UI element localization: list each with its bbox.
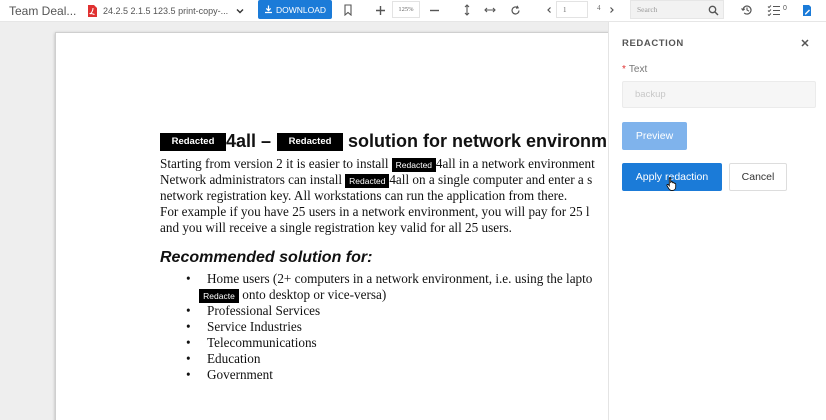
document-viewer[interactable] — [0, 22, 608, 420]
field-label-text: Text — [628, 64, 648, 75]
text-field-label — [622, 64, 647, 75]
bullet-symbol: • — [186, 271, 191, 286]
required-mark: * — [622, 64, 626, 75]
annotations-list-icon[interactable] — [766, 2, 782, 18]
list-item: Home users (2+ computers in a network environment, i.e. using the lapto — [207, 271, 593, 286]
redaction-text-input[interactable]: backup — [622, 81, 816, 108]
zoom-in-icon[interactable] — [372, 2, 388, 18]
list-item: Government — [207, 367, 273, 382]
apply-redaction-button[interactable]: Apply redaction — [622, 163, 722, 191]
redaction-box[interactable]: Redacted — [345, 174, 389, 188]
text-run: Starting from version 2 it is easier to install — [160, 156, 392, 171]
redaction-box[interactable]: Redacted — [392, 158, 436, 172]
redaction-box[interactable]: Redacted — [160, 133, 226, 151]
redaction-box[interactable]: Redacted — [277, 133, 343, 151]
redaction-tool-icon[interactable] — [799, 2, 815, 18]
paragraph-line: For example if you have 25 users in a network environment, you will pay for 25 l — [160, 204, 590, 219]
file-name[interactable]: 24.2.5 2.1.5 123.5 print-copy-... — [103, 6, 229, 16]
redaction-box[interactable]: Redacte — [199, 289, 239, 303]
hand-cursor-icon — [666, 176, 678, 197]
rotate-icon[interactable] — [507, 2, 523, 18]
paragraph-line — [160, 156, 595, 172]
bullet-symbol: • — [186, 367, 191, 382]
heading-text: solution for network environm — [343, 131, 608, 151]
heading-text: 4all – — [226, 131, 272, 151]
paragraph-line: and you will receive a single registration key valid for all 25 users. — [160, 220, 512, 235]
list-item: Service Industries — [207, 319, 302, 334]
list-item: Professional Services — [207, 303, 321, 318]
text-run: 4all in a network environment — [435, 156, 595, 171]
fit-height-icon[interactable] — [459, 2, 475, 18]
paragraph-line: network registration key. All workstations can run the application from there. — [160, 188, 568, 203]
section-heading: Recommended solution for: — [160, 249, 373, 266]
panel-title: REDACTION — [622, 38, 684, 49]
search-icon[interactable] — [708, 3, 719, 21]
bullet-symbol: • — [186, 319, 191, 334]
page-total: 4 — [597, 4, 601, 12]
preview-button[interactable]: Preview — [622, 122, 687, 150]
close-icon[interactable] — [799, 36, 811, 48]
redaction-panel — [608, 22, 826, 420]
download-button[interactable] — [258, 0, 332, 19]
bullet-symbol: • — [186, 303, 191, 318]
document-heading — [160, 131, 607, 152]
download-label: DOWNLOAD — [275, 4, 327, 15]
prev-page-icon[interactable] — [541, 2, 557, 18]
search-input[interactable]: Search — [630, 0, 724, 19]
app-title[interactable]: Team Deal... — [9, 4, 77, 18]
text-run: onto desktop or vice-versa) — [239, 287, 387, 302]
zoom-level[interactable]: 125% — [392, 1, 420, 18]
list-item: Education — [207, 351, 261, 366]
download-icon — [264, 5, 273, 14]
pdf-page — [55, 32, 608, 420]
bullet-symbol: • — [186, 335, 191, 350]
bookmark-icon[interactable] — [340, 2, 356, 18]
fit-width-icon[interactable] — [482, 2, 498, 18]
paragraph-line — [160, 172, 592, 188]
page-number-input[interactable]: 1 — [556, 1, 588, 18]
list-item-continuation — [199, 287, 386, 303]
cancel-button[interactable]: Cancel — [729, 163, 787, 191]
next-page-icon[interactable] — [604, 2, 620, 18]
history-icon[interactable] — [738, 2, 754, 18]
pdf-file-icon — [86, 0, 99, 22]
text-run: Network administrators can install — [160, 172, 346, 187]
chevron-down-icon[interactable] — [235, 0, 245, 22]
zoom-out-icon[interactable] — [426, 2, 442, 18]
text-run: 4all on a single computer and enter a s — [389, 172, 593, 187]
bullet-symbol: • — [186, 351, 191, 366]
list-item: Telecommunications — [207, 335, 317, 350]
annotation-count: 0 — [783, 5, 787, 12]
toolbar — [0, 0, 826, 22]
